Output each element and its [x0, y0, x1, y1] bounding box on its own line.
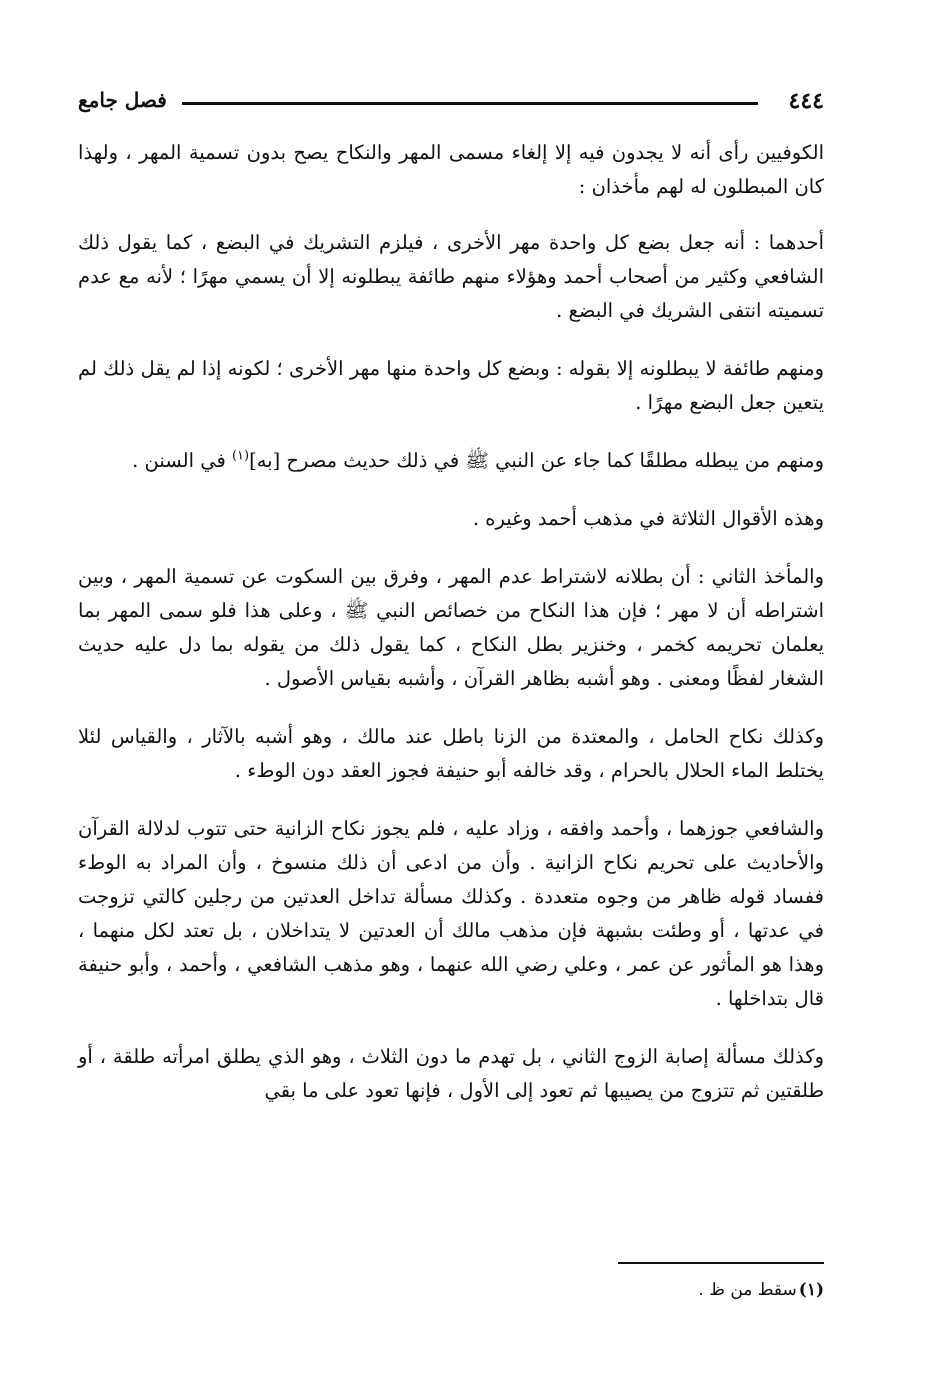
- book-page: [78, 84, 824, 1354]
- body-text: [78, 136, 824, 1132]
- footnote: [698, 1278, 824, 1302]
- footnote-number: (١): [798, 1280, 824, 1300]
- page-number: ٤٤٤: [788, 88, 824, 114]
- paragraph: وهذه الأقوال الثلاثة في مذهب أحمد وغيره .: [472, 507, 824, 530]
- paragraph-text: في السنن .: [132, 449, 232, 472]
- paragraph-text: ومنهم من يبطله مطلقًا كما جاء عن النبي ﷺ في ذلك حديث مصرح [به]: [249, 449, 824, 472]
- paragraph: والشافعي جوزهما ، وأحمد وافقه ، وزاد عليه ، فلم يجوز نكاح الزانية حتى تتوب لدلالة القرآن والأحاديث على تحريم نكاح الزانية . وأن من ادعى أن ذلك منسوخ ، وأن المراد به الوطء ففساد قوله ظاهر من وجوه متعددة . وكذلك مسألة تداخل العدتين من رجلين كالتي تزوجت في عدتها ، أو وطئت بشبهة فإن مذهب مالك أن العدتين لا يتداخلان ، بل تعتد لكل منهما ، وهذا هو المأثور عن عمر ، وعلي رضي الله عنهما ، وهو مذهب الشافعي ، وأحمد ، وأبو حنيفة قال بتداخلها .: [78, 817, 824, 1010]
- header-rule: [182, 102, 758, 105]
- footnote-reference[interactable]: (١): [231, 448, 250, 464]
- paragraph: وكذلك نكاح الحامل ، والمعتدة من الزنا باطل عند مالك ، وهو أشبه بالآثار ، والقياس لئلا يختلط الماء الحلال بالحرام ، وقد خالفه أبو حنيفة فجوز العقد دون الوطء .: [78, 725, 824, 782]
- paragraph: والمأخذ الثاني : أن بطلانه لاشتراط عدم المهر ، وفرق بين السكوت عن تسمية المهر ، وبين اشتراطه أن لا مهر ؛ فإن هذا النكاح من خصائص النبي ﷺ ، وعلى هذا فلو سمى المهر بما يعلمان تحريمه كخمر ، وخنزير بطل النكاح ، كما يقول ذلك من يقوله بما دل عليه حديث الشغار لفظًا ومعنى . وهو أشبه بظاهر القرآن ، وأشبه بقياس الأصول .: [78, 565, 824, 690]
- footnote-text: سقط من ظ .: [698, 1280, 797, 1300]
- section-title: فصل جامع: [78, 88, 167, 112]
- paragraph: ومنهم طائفة لا يبطلونه إلا بقوله : وبضع كل واحدة منها مهر الأخرى ؛ لكونه إذا لم يقل ذلك لم يتعين جعل البضع مهرًا .: [78, 357, 824, 414]
- footnote-rule: [618, 1262, 824, 1264]
- paragraph: أحدهما : أنه جعل بضع كل واحدة مهر الأخرى ، فيلزم التشريك في البضع ، كما يقول ذلك الشافعي وكثير من أصحاب أحمد وهؤلاء منهم طائفة يبطلونه إلا أن يسمي مهرًا ؛ لأنه مع عدم تسميته انتفى الشريك في البضع .: [78, 231, 824, 322]
- paragraph: الكوفيين رأى أنه لا يجدون فيه إلا إلغاء مسمى المهر والنكاح يصح بدون تسمية المهر ، ولهذا كان المبطلون له لهم مأخذان :: [78, 141, 824, 198]
- paragraph: وكذلك مسألة إصابة الزوج الثاني ، بل تهدم ما دون الثلاث ، وهو الذي يطلق امرأته طلقة ، أو طلقتين ثم تتزوج من يصيبها ثم تعود إلى الأول ، فإنها تعود على ما بقي: [78, 1045, 824, 1102]
- running-header: [78, 84, 824, 120]
- paragraph-with-footnote: [78, 444, 824, 478]
